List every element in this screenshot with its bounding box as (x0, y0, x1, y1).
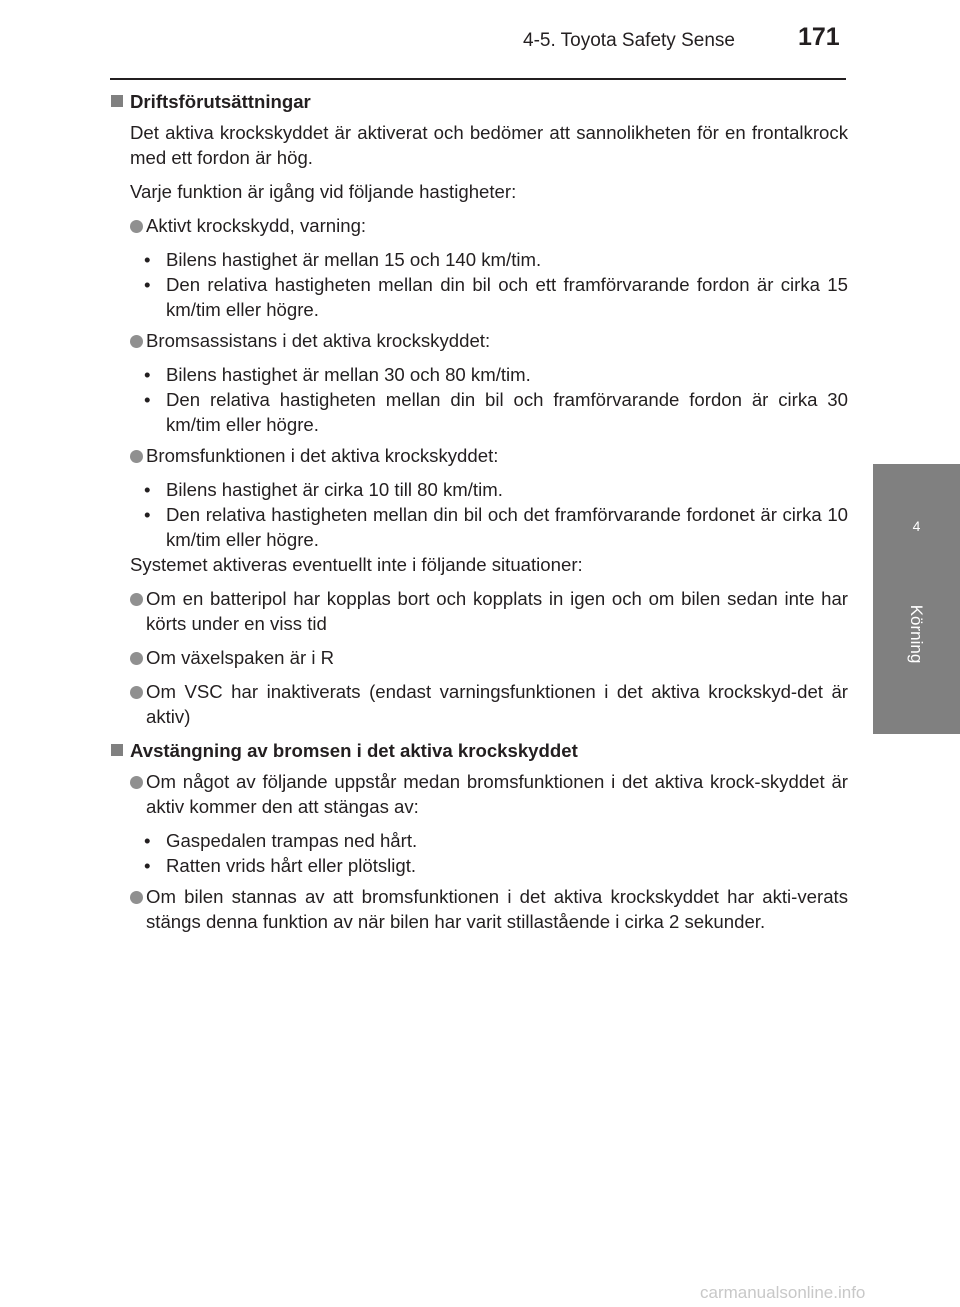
section-heading (110, 738, 848, 763)
sub-list-item-text: Bilens hastighet är mellan 15 och 140 km/tim. (166, 249, 542, 270)
chapter-tab-number: 4 (912, 518, 921, 534)
list-item (110, 213, 848, 238)
list-item-text: Bromsassistans i det aktiva krockskyddet: (146, 330, 491, 351)
bullet-icon: • (144, 504, 151, 525)
section-heading-text: Driftsförutsättningar (130, 91, 311, 112)
sub-list-item-text: Den relativa hastigheten mellan din bil och det framförvarande fordonet är cirka 10 km/tim eller högre. (166, 504, 848, 550)
bullet-icon: • (144, 830, 151, 851)
paragraph: Varje funktion är igång vid följande hastigheter: (130, 181, 517, 202)
sub-list-item-text: Bilens hastighet är cirka 10 till 80 km/tim. (166, 479, 503, 500)
paragraph: Det aktiva krockskyddet är aktiverat och bedömer att sannolikheten för en frontalkrock med ett fordon är hög. (130, 122, 848, 168)
sub-list-item (110, 853, 848, 878)
list-item (110, 884, 848, 934)
sub-list-item (110, 387, 848, 437)
list-item (110, 586, 848, 636)
square-bullet-icon (111, 95, 123, 107)
sub-list-item (110, 477, 848, 502)
section-heading-text: Avstängning av bromsen i det aktiva krockskyddet (130, 740, 578, 761)
circle-bullet-icon (130, 220, 143, 233)
section-heading (110, 89, 848, 114)
list-item-text: Aktivt krockskydd, varning: (146, 215, 367, 236)
list-item (110, 328, 848, 353)
sub-list-item-text: Den relativa hastigheten mellan din bil och framförvarande fordon är cirka 30 km/tim eller högre. (166, 389, 848, 435)
circle-bullet-icon (130, 593, 143, 606)
list-item-text: Om något av följande uppstår medan bromsfunktionen i det aktiva krock-skyddet är aktiv kommer den att stängas av: (146, 771, 848, 817)
circle-bullet-icon (130, 652, 143, 665)
page-number: 171 (798, 23, 840, 51)
list-item-text: Om bilen stannas av att bromsfunktionen i det aktiva krockskyddet har akti-verats stängs denna funktion av när bilen har varit stillastående i cirka 2 sekunder. (146, 886, 848, 932)
circle-bullet-icon (130, 891, 143, 904)
header-divider (110, 78, 846, 80)
circle-bullet-icon (130, 686, 143, 699)
circle-bullet-icon (130, 450, 143, 463)
list-item-text: Om växelspaken är i R (146, 647, 335, 668)
sub-list-item (110, 272, 848, 322)
circle-bullet-icon (130, 335, 143, 348)
chapter-tab-label: Körning (907, 604, 926, 664)
sub-list-item (110, 502, 848, 552)
chapter-tab (873, 464, 960, 734)
list-item-text: Om en batteripol har kopplas bort och kopplats in igen och om bilen sedan inte har körts under en viss tid (146, 588, 848, 634)
list-item (110, 645, 848, 670)
sub-list-item-text: Bilens hastighet är mellan 30 och 80 km/tim. (166, 364, 531, 385)
sub-list-item-text: Den relativa hastigheten mellan din bil och ett framförvarande fordon är cirka 15 km/tim eller högre. (166, 274, 848, 320)
list-item (110, 679, 848, 729)
bullet-icon: • (144, 389, 151, 410)
list-item-text: Bromsfunktionen i det aktiva krockskyddet: (146, 445, 499, 466)
bullet-icon: • (144, 855, 151, 876)
sub-list-item-text: Gaspedalen trampas ned hårt. (166, 830, 418, 851)
list-item-text: Om VSC har inaktiverats (endast varningsfunktionen i det aktiva krockskyd-det är aktiv) (146, 681, 848, 727)
bullet-icon: • (144, 364, 151, 385)
watermark: carmanualsonline.info (700, 1283, 866, 1302)
sub-list-item-text: Ratten vrids hårt eller plötsligt. (166, 855, 417, 876)
paragraph: Systemet aktiveras eventuellt inte i följande situationer: (130, 554, 583, 575)
page-content (110, 89, 848, 934)
bullet-icon: • (144, 249, 151, 270)
header-section-title: 4-5. Toyota Safety Sense (523, 30, 735, 51)
bullet-icon: • (144, 479, 151, 500)
sub-list-item (110, 362, 848, 387)
list-item (110, 443, 848, 468)
circle-bullet-icon (130, 776, 143, 789)
list-item (110, 769, 848, 819)
bullet-icon: • (144, 274, 151, 295)
square-bullet-icon (111, 744, 123, 756)
sub-list-item (110, 828, 848, 853)
sub-list-item (110, 247, 848, 272)
